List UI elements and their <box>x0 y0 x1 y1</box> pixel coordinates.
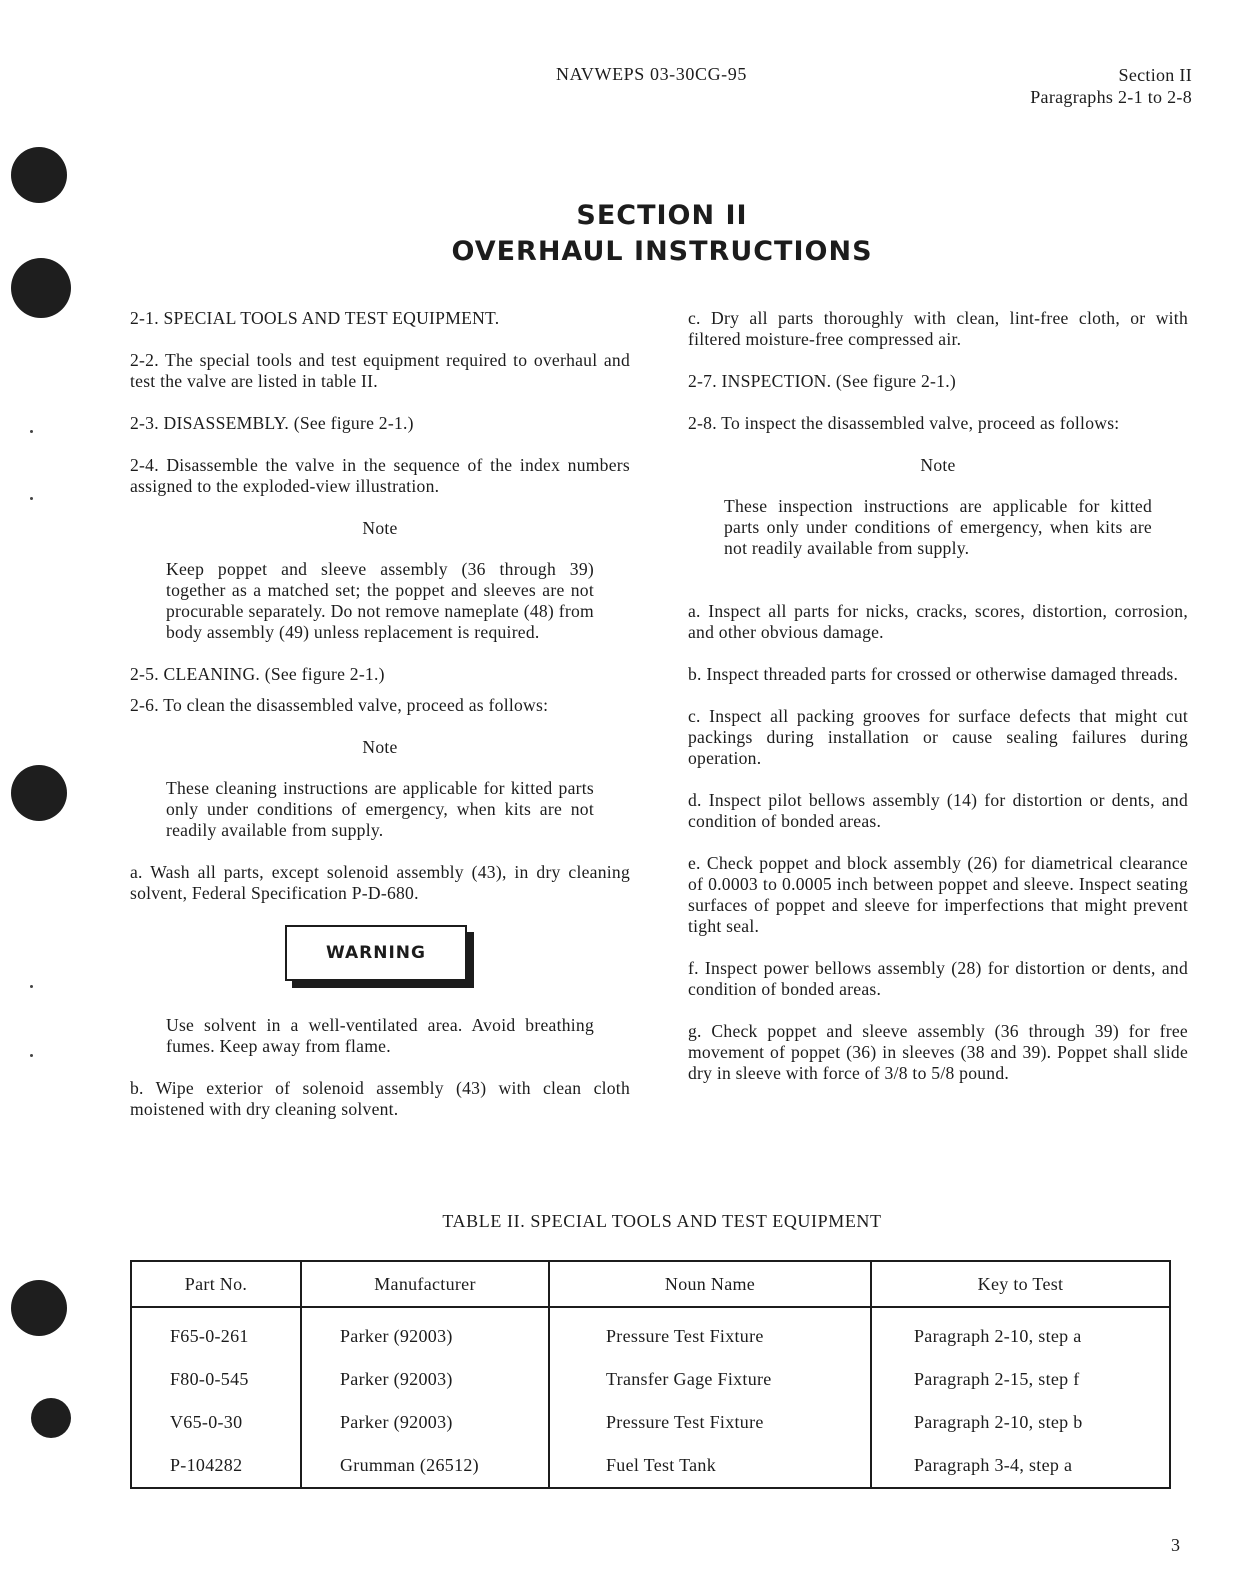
binder-hole <box>11 1280 67 1336</box>
special-tools-table <box>130 1260 1171 1489</box>
paragraph-2-7: 2-7. INSPECTION. (See figure 2-1.) <box>688 371 956 391</box>
section-reference <box>1030 64 1192 108</box>
note-body: These inspection instructions are applicable for kitted parts only under conditions of emergency, when kits are not readily available from supply. <box>724 496 1152 558</box>
binder-hole <box>11 147 67 203</box>
paragraph-range: Paragraphs 2-1 to 2-8 <box>1030 87 1192 107</box>
cell-manufacturer: Parker (92003) <box>301 1358 549 1401</box>
cell-manufacturer: Parker (92003) <box>301 1401 549 1444</box>
column-header-key-to-test: Key to Test <box>871 1261 1170 1307</box>
speck <box>30 1054 33 1057</box>
paragraph-2-5: 2-5. CLEANING. (See figure 2-1.) <box>130 664 385 684</box>
paragraph-2-2: 2-2. The special tools and test equipment required to overhaul and test the valve are listed in table II. <box>130 350 630 391</box>
cleaning-step-a: a. Wash all parts, except solenoid assembly (43), in dry cleaning solvent, Federal Specification P-D-680. <box>130 862 630 903</box>
inspection-step-d: d. Inspect pilot bellows assembly (14) for distortion or dents, and condition of bonded areas. <box>688 790 1188 831</box>
speck <box>30 430 33 433</box>
cell-key-to-test: Paragraph 2-10, step a <box>871 1307 1170 1358</box>
cleaning-step-c: c. Dry all parts thoroughly with clean, lint-free cloth, or with filtered moisture-free compressed air. <box>688 308 1188 349</box>
warning-label: WARNING <box>326 942 426 963</box>
cell-noun-name: Transfer Gage Fixture <box>549 1358 871 1401</box>
inspection-step-g: g. Check poppet and sleeve assembly (36 through 39) for free movement of poppet (36) in sleeves (38 and 39). Poppet shall slide dry in sleeve with force of 3/8 to 5/8 pound. <box>688 1021 1188 1083</box>
binder-hole <box>31 1398 71 1438</box>
cell-noun-name: Fuel Test Tank <box>549 1444 871 1488</box>
warning-body: Use solvent in a well-ventilated area. Avoid breathing fumes. Keep away from flame. <box>166 1015 594 1056</box>
binder-hole <box>11 765 67 821</box>
paragraph-2-8: 2-8. To inspect the disassembled valve, proceed as follows: <box>688 413 1120 433</box>
paragraph-2-3: 2-3. DISASSEMBLY. (See figure 2-1.) <box>130 413 414 433</box>
inspection-step-c: c. Inspect all packing grooves for surface defects that might cut packings during installation or cause sealing failures during operation. <box>688 706 1188 768</box>
column-header-part-no: Part No. <box>131 1261 301 1307</box>
note-heading: Note <box>362 737 398 757</box>
note-body: These cleaning instructions are applicable for kitted parts only under conditions of emergency, when kits are not readily available from supply. <box>166 778 594 840</box>
table-row <box>131 1401 1170 1444</box>
binder-hole <box>11 258 71 318</box>
cell-part-no: F80-0-545 <box>131 1358 301 1401</box>
cell-noun-name: Pressure Test Fixture <box>549 1401 871 1444</box>
inspection-step-a: a. Inspect all parts for nicks, cracks, scores, distortion, corrosion, and other obvious damage. <box>688 601 1188 642</box>
paragraph-2-6: 2-6. To clean the disassembled valve, proceed as follows: <box>130 695 549 715</box>
cell-part-no: F65-0-261 <box>131 1307 301 1358</box>
speck <box>30 497 33 500</box>
section-label: Section II <box>1118 65 1192 85</box>
paragraph-2-4: 2-4. Disassemble the valve in the sequence of the index numbers assigned to the exploded-view illustration. <box>130 455 630 496</box>
note-heading: Note <box>920 455 956 475</box>
document-number: NAVWEPS 03-30CG-95 <box>556 64 747 84</box>
table-row <box>131 1444 1170 1488</box>
inspection-step-f: f. Inspect power bellows assembly (28) for distortion or dents, and condition of bonded areas. <box>688 958 1188 999</box>
inspection-step-e: e. Check poppet and block assembly (26) for diametrical clearance of 0.0003 to 0.0005 inch between poppet and sleeve. Inspect seating surfaces of poppet and sleeve for imperfections that might prevent tight seal. <box>688 853 1188 936</box>
cell-key-to-test: Paragraph 3-4, step a <box>871 1444 1170 1488</box>
column-header-noun-name: Noun Name <box>549 1261 871 1307</box>
right-column <box>688 308 1188 1105</box>
note-heading: Note <box>362 518 398 538</box>
page-number: 3 <box>1171 1535 1180 1555</box>
cell-part-no: P-104282 <box>131 1444 301 1488</box>
table-title: TABLE II. SPECIAL TOOLS AND TEST EQUIPMENT <box>442 1211 882 1231</box>
cell-manufacturer: Parker (92003) <box>301 1307 549 1358</box>
section-title: SECTION II <box>576 200 748 231</box>
table-row <box>131 1307 1170 1358</box>
section-subtitle: OVERHAUL INSTRUCTIONS <box>451 236 873 267</box>
table-row <box>131 1358 1170 1401</box>
cell-part-no: V65-0-30 <box>131 1401 301 1444</box>
cell-key-to-test: Paragraph 2-10, step b <box>871 1401 1170 1444</box>
warning-box <box>285 925 467 981</box>
paragraph-2-1: 2-1. SPECIAL TOOLS AND TEST EQUIPMENT. <box>130 308 500 328</box>
inspection-step-b: b. Inspect threaded parts for crossed or otherwise damaged threads. <box>688 664 1179 684</box>
cell-manufacturer: Grumman (26512) <box>301 1444 549 1488</box>
cell-noun-name: Pressure Test Fixture <box>549 1307 871 1358</box>
speck <box>30 985 33 988</box>
note-body: Keep poppet and sleeve assembly (36 through 39) together as a matched set; the poppet and sleeves are not procurable separately. Do not remove nameplate (48) from body assembly (49) unless replacement is required. <box>166 559 594 642</box>
table-header-row <box>131 1261 1170 1307</box>
cell-key-to-test: Paragraph 2-15, step f <box>871 1358 1170 1401</box>
cleaning-step-b: b. Wipe exterior of solenoid assembly (43) with clean cloth moistened with dry cleaning solvent. <box>130 1078 630 1119</box>
column-header-manufacturer: Manufacturer <box>301 1261 549 1307</box>
left-column <box>130 308 630 1141</box>
